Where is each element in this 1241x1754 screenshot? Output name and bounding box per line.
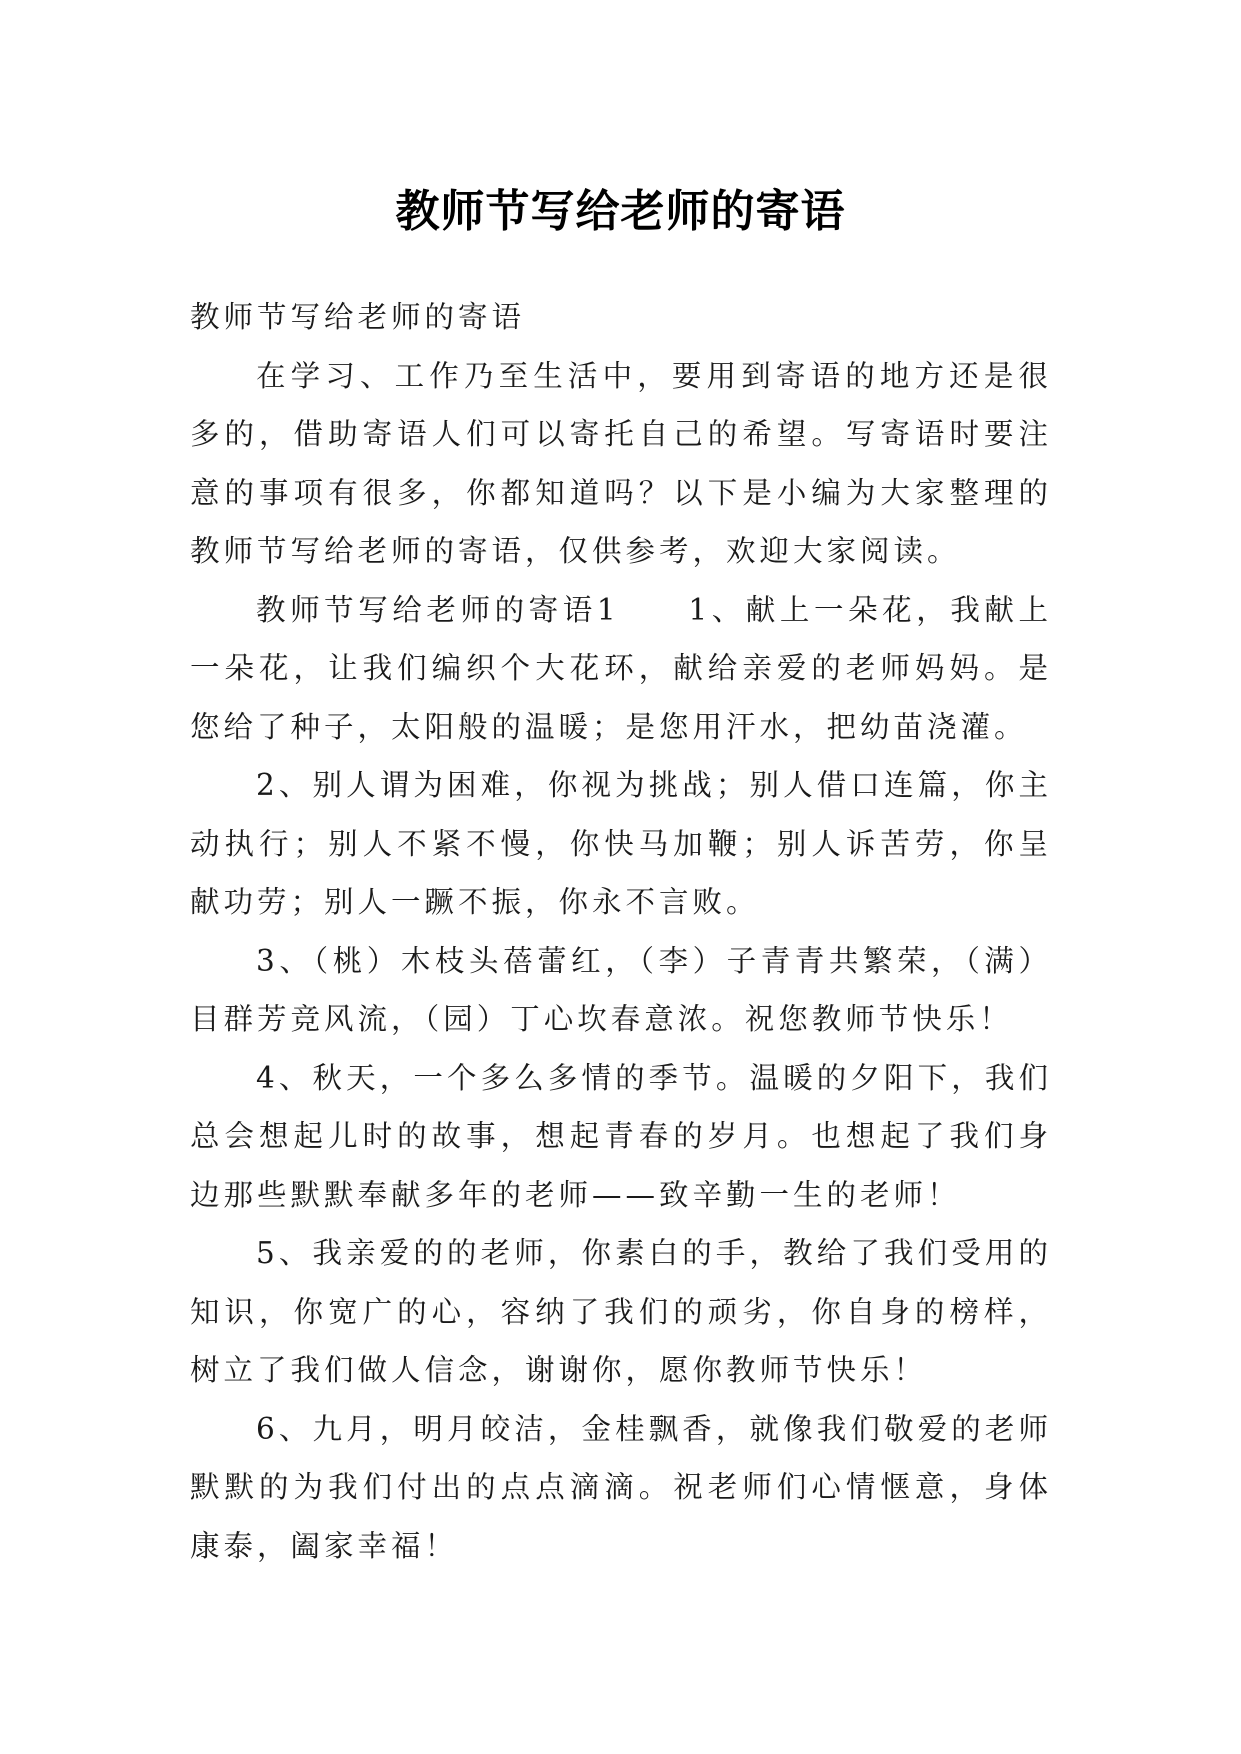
paragraph-intro: 在学习、工作乃至生活中，要用到寄语的地方还是很多的，借助寄语人们可以寄托自己的希望。写寄语时要注意的事项有很多，你都知道吗？以下是小编为大家整理的教师节写给老师的寄语，仅供参考，欢迎大家阅读。 [190, 358, 1052, 568]
paragraph-message-3: 3、（桃）木枝头蓓蕾红，（李）子青青共繁荣，（满）目群芳竞风流，（园）丁心坎春意浓。祝您教师节快乐！ [190, 943, 1052, 1036]
paragraph-message-2: 2、别人谓为困难，你视为挑战；别人借口连篇，你主动执行；别人不紧不慢，你快马加鞭；别人诉苦劳，你呈献功劳；别人一蹶不振，你永不言败。 [190, 768, 1052, 919]
document-title: 教师节写给老师的寄语 [395, 186, 846, 238]
paragraph-message-4: 4、秋天，一个多么多情的季节。温暖的夕阳下，我们总会想起儿时的故事，想起青春的岁月。也想起了我们身边那些默默奉献多年的老师——致辛勤一生的老师！ [190, 1060, 1052, 1212]
paragraph-message-6: 6、九月，明月皎洁，金桂飘香，就像我们敬爱的老师默默的为我们付出的点点滴滴。祝老师们心情惬意，身体康泰，阖家幸福！ [190, 1411, 1052, 1563]
document-body [190, 288, 1052, 1575]
paragraph-message-5: 5、我亲爱的的老师，你素白的手，教给了我们受用的知识，你宽广的心，容纳了我们的顽劣，你自身的榜样，树立了我们做人信念，谢谢你，愿你教师节快乐！ [190, 1236, 1052, 1387]
paragraph-message-1: 教师节写给老师的寄语1 1、献上一朵花，我献上一朵花，让我们编织个大花环，献给亲爱的老师妈妈。是您给了种子，太阳般的温暖；是您用汗水，把幼苗浇灌。 [190, 592, 1052, 744]
paragraph-subtitle: 教师节写给老师的寄语 [190, 300, 526, 334]
